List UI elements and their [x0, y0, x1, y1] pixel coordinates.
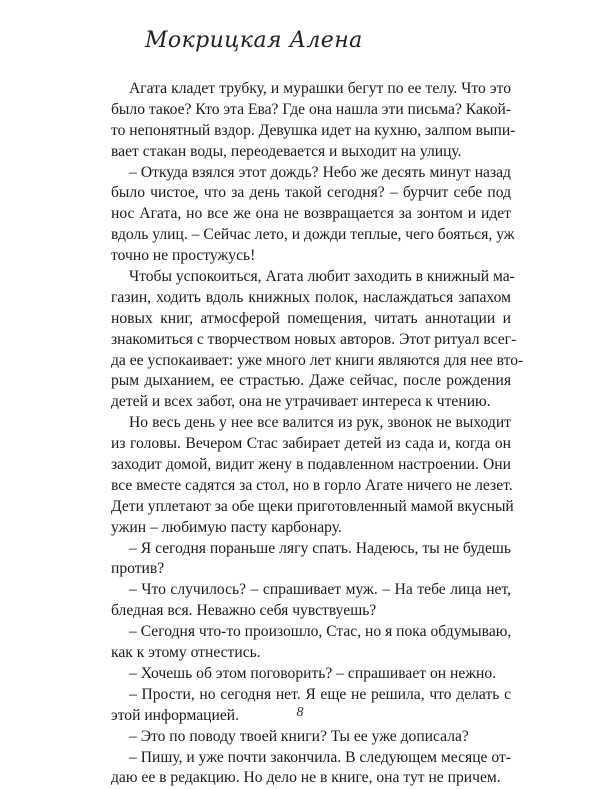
text-line: этой информацией. — [111, 706, 240, 724]
body-text — [111, 79, 524, 789]
text-line: знакомиться с творчеством новых авторов. Этот ритуал всег- — [111, 330, 517, 348]
text-line: – Сегодня что-то произошло, Стас, но я пока обдумываю, — [129, 623, 512, 641]
text-line: то непонятный вздор. Девушка идет на кухню, залпом выпи- — [111, 121, 516, 139]
text-line: вает стакан воды, переодевается и выходит на улицу. — [111, 142, 462, 160]
page-number: 8 — [296, 705, 304, 720]
text-line: все вместе садятся за стол, но в горло Агате ничего не лезет. — [111, 476, 513, 494]
text-line: Чтобы успокоиться, Агата любит заходить в книжный ма- — [129, 268, 515, 286]
text-line: как к этому отнестись. — [111, 644, 261, 662]
text-line: точно не простужусь! — [111, 247, 256, 265]
text-line: детей и всех забот, она не утрачивает интереса к чтению. — [111, 393, 491, 411]
text-line: – Это по поводу твоей книги? Ты ее уже дописала? — [129, 727, 469, 745]
text-line: новых книг, атмосферой помещения, читать аннотации и — [111, 309, 511, 327]
text-line: было чистое, что за день такой сегодня? – бурчит себе под — [111, 184, 511, 202]
text-line: Дети уплетают за обе щеки приготовленный мамой вкусный — [111, 497, 514, 515]
text-line: было такое? Кто эта Ева? Где она нашла эти письма? Какой- — [111, 100, 512, 118]
running-header-author: Мокрицкая Алена — [145, 28, 363, 53]
text-line: – Откуда взялся этот дождь? Небо же десять минут назад — [129, 163, 511, 181]
text-line: из головы. Вечером Стас забирает детей из сада и, когда он — [111, 435, 511, 453]
text-line: вдоль улиц. – Сейчас лето, и дожди теплые, чего бояться, уж — [111, 226, 515, 244]
text-line: – Хочешь об этом поговорить? – спрашивает он нежно. — [129, 664, 497, 682]
text-line: – Что случилось? – спрашивает муж. – На тебе лица нет, — [129, 581, 511, 599]
text-line: – Пишу, и уже почти закончила. В следующем месяце от- — [129, 748, 511, 766]
text-line: – Я сегодня пораньше лягу спать. Надеюсь, ты не будешь — [129, 539, 511, 557]
text-line: ужин – любимую пасту карбонару. — [111, 518, 342, 536]
text-line: Агата кладет трубку, и мурашки бегут по ее телу. Что это — [129, 80, 511, 97]
text-line: Но весь день у нее все валится из рук, звонок не выходит — [129, 414, 511, 432]
text-line: бледная вся. Неважно себя чувствуешь? — [111, 602, 377, 620]
text-line: – Прости, но сегодня нет. Я еще не решила, что делать с — [129, 685, 511, 703]
text-line: рым дыханием, ее страстью. Даже сейчас, после рождения — [111, 372, 511, 390]
text-line: газин, ходить вдоль книжных полок, наслаждаться запахом — [111, 288, 511, 306]
text-line: против? — [111, 560, 165, 578]
text-line: даю ее в редакцию. Но дело не в книге, она тут не причем. — [111, 769, 501, 787]
text-line: да ее успокаивает: уже много лет книги являются для нее вто- — [111, 351, 524, 369]
text-line: нос Агата, но все же она не возвращается за зонтом и идет — [111, 205, 511, 223]
text-line: заходит домой, видит жену в подавленном настроении. Они — [111, 456, 511, 474]
